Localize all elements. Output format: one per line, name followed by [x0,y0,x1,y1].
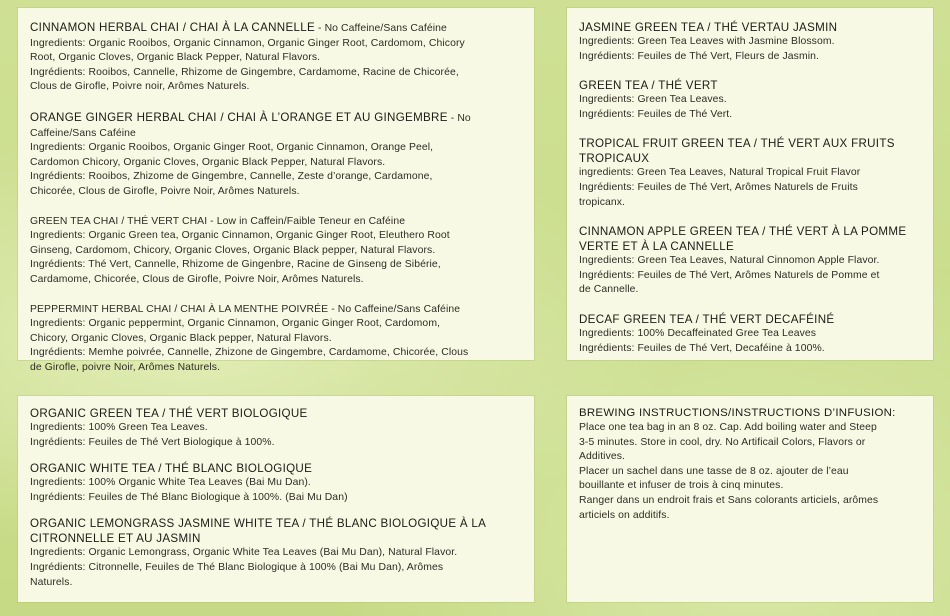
entry-line: Ingrédients: Feuiles de Thé Vert Biologique à 100%. [30,436,275,448]
brewing-line: bouillante et infuser de trois à cinq minutes. [579,480,784,492]
entry-line: Ingrédients: Citronnelle, Feuiles de Thé Blanc Biologique à 100% (Bai Mu Dan), Arômes [30,561,444,573]
entry-title: ORGANIC GREEN TEA / THÉ VERT BIOLOGIQUE [30,407,308,420]
entry-line: Cardamome, Chicorée, Clous de Girofle, Poivre Noir, Arômes Naturels. [30,273,364,285]
green-tea-chai-entry [30,215,526,288]
entry-title: TROPICAL FRUIT GREEN TEA / THÉ VERT AUX FRUITS TROPICAUX [579,137,895,166]
entry-line: Ingrédients: Rooibos, Cannelle, Rhizome de Gingembre, Cardamome, Racine de Chicorée, [30,66,459,78]
entry-line: Cardomon Chicory, Organic Cloves, Organic Black Pepper, Natural Flavors. [30,156,386,168]
green-tea-entry [579,78,925,122]
entry-line: Ingrédients: Feuiles de Thé Vert, Fleurs de Jasmin. [579,50,819,62]
chai-teas-panel [18,8,534,373]
entry-line: tropicanx. [579,196,626,208]
caffeine-note: - No Caffeine/Sans Caféine [328,303,461,315]
entry-line: Ingrédients: Rooibos, Zhizome de Gingembre, Cannelle, Zeste d’orange, Cardamone, [30,171,433,183]
entry-title: ORGANIC LEMONGRASS JASMINE WHITE TEA / THÉ BLANC BIOLOGIQUE À LA CITRONNELLE ET AU JASMIN [30,517,486,546]
brewing-title: BREWING INSTRUCTIONS/INSTRUCTIONS D’INFUSION: [579,407,896,419]
jasmine-green-tea-entry [579,20,925,64]
brewing-instructions-panel [567,396,933,602]
entry-line: ingredients: Green Tea Leaves, Natural Tropical Fruit Flavor [579,167,861,179]
entry-line: Ingredients: Green Tea Leaves with Jasmine Blossom. [579,36,835,47]
entry-title: ORGANIC WHITE TEA / THÉ BLANC BIOLOGIQUE [30,462,313,476]
entry-line: Ingredients: Organic peppermint, Organic Cinnamon, Organic Ginger Root, Cardomom, [30,318,441,330]
entry-line: Ingrédients: Feuiles de Thé Vert. [579,108,733,120]
decaf-green-tea-entry [579,312,925,356]
entry-line: Ingredients: Organic Green tea, Organic Cinnamon, Organic Ginger Root, Eleuthero Root [30,230,450,242]
entry-line: Ingredients: Organic Rooibos, Organic Ginger Root, Organic Cinnamon, Orange Peel, [30,142,434,154]
caffeine-note: - No Caffeine/Sans Caféine [315,23,447,34]
entry-line: Ingredients: Organic Lemongrass, Organic White Tea Leaves (Bai Mu Dan), Natural Flavor. [30,547,458,559]
entry-title: JASMINE GREEN TEA / THÉ VERTAU JASMIN [579,21,838,34]
entry-title: GREEN TEA CHAI / THÉ VERT CHAI [30,215,208,227]
entry-line: Chicory, Organic Cloves, Organic Black pepper, Natural Flavors. [30,332,332,344]
brewing-line: 3-5 minutes. Store in cool, dry. No Artificail Colors, Flavors or [579,436,866,448]
entry-line: Ingrédients: Feuiles de Thé Vert, Decaféine à 100%. [579,342,825,354]
entry-line: de Girofle, poivre Noir, Arômes Naturels. [30,361,221,373]
organic-white-tea-entry [30,461,526,505]
entry-line: Ingrédients: Feuiles de Thé Vert, Arômes Naturels de Pomme et [579,269,880,281]
entry-line: Chicorée, Clous de Girofle, Poivre Noir, Arômes Naturels. [30,185,300,197]
caffeine-note: - Low in Caffein/Faible Teneur en Caféine [207,215,406,227]
entry-line: Ingrédients: Memhe poivrée, Cannelle, Zhizone de Gingembre, Cardamome, Chicorée, Clous [30,347,469,359]
brewing-line: Placer un sachel dans une tasse de 8 oz. ajouter de l’eau [579,465,849,477]
entry-line: Ingredients: Green Tea Leaves. [579,94,727,106]
entry-line: Root, Organic Cloves, Organic Black Pepper, Natural Flavors. [30,52,321,64]
entry-line: Caffeine/Sans Caféine [30,127,136,139]
entry-line: Ingrédients: Thé Vert, Cannelle, Rhizome de Gingenbre, Racine de Ginseng de Sibérie, [30,259,441,271]
caffeine-note: - No [447,112,471,124]
organic-lemongrass-jasmine-white-tea-entry [30,516,526,590]
entry-line: Ingrédients: Feuiles de Thé Vert, Arômes Naturels de Fruits [579,181,858,193]
entry-line: Ingrédients: Feuiles de Thé Blanc Biologique à 100%. (Bai Mu Dan) [30,491,348,503]
tropical-fruit-green-tea-entry [579,136,925,210]
entry-title: GREEN TEA / THÉ VERT [579,79,718,93]
entry-line: de Cannelle. [579,284,639,296]
entry-line: Ginseng, Cardomom, Chicory, Organic Cloves, Organic Black pepper, Natural Flavors. [30,244,436,256]
entry-line: Ingredients: Green Tea Leaves, Natural Cinnomon Apple Flavor. [579,255,880,267]
organic-green-tea-entry [30,406,526,450]
entry-line: Ingredients: 100% Green Tea Leaves. [30,422,208,433]
brewing-line: Additives. [579,451,626,463]
cinnamon-herbal-chai-entry [30,20,526,95]
entry-line: Clous de Girofle, Poivre noir, Arômes Naturels. [30,81,250,93]
brewing-line: articiels on additifs. [579,509,670,521]
entry-title: CINNAMON HERBAL CHAI / CHAI À LA CANNELLE [30,21,316,34]
entry-title: PEPPERMINT HERBAL CHAI / CHAI À LA MENTHE POIVRÉE [30,303,329,315]
entry-line: Naturels. [30,576,73,588]
brewing-line: Ranger dans un endroit frais et Sans colorants articiels, arômes [579,494,879,506]
brewing-line: Place one tea bag in an 8 oz. Cap. Add boiling water and Steep [579,422,877,433]
entry-title: CINNAMON APPLE GREEN TEA / THÉ VERT À LA POMME VERTE ET À LA CANNELLE [579,225,907,254]
peppermint-herbal-chai-entry [30,303,526,376]
orange-ginger-herbal-chai-entry [30,110,526,200]
green-teas-panel [567,8,933,360]
entry-line: Ingredients: Organic Rooibos, Organic Cinnamon, Organic Ginger Root, Cardomom, Chicory [30,37,465,49]
cinnamon-apple-green-tea-entry [579,224,925,298]
entry-title: DECAF GREEN TEA / THÉ VERT DECAFÉINÉ [579,312,835,326]
entry-line: Ingredients: 100% Organic White Tea Leaves (Bai Mu Dan). [30,477,311,489]
entry-title: ORANGE GINGER HERBAL CHAI / CHAI À L’ORANGE ET AU GINGEMBRE [30,110,448,124]
organic-teas-panel [18,396,534,602]
entry-line: Ingredients: 100% Decaffeinated Gree Tea Leaves [579,327,817,339]
